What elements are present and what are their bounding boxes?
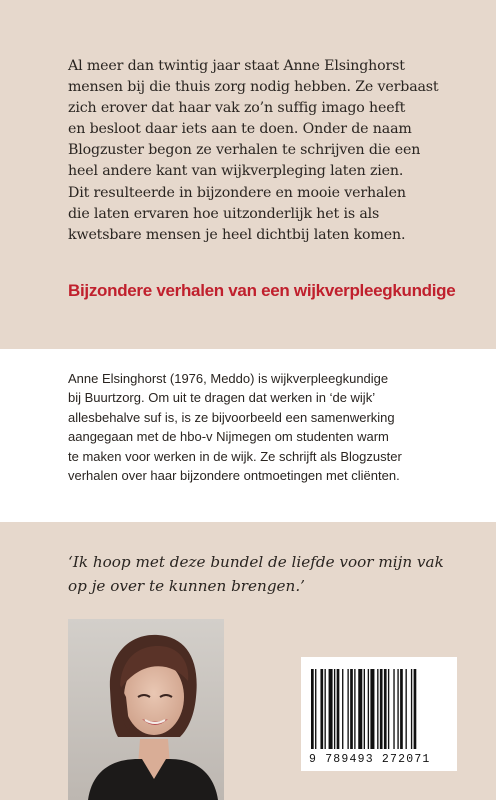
barcode-bar: [311, 669, 314, 749]
barcode-bar: [334, 669, 335, 749]
author-quote: [68, 550, 468, 598]
barcode-bar: [411, 669, 412, 749]
barcode-bar: [377, 669, 378, 749]
bio-line: verhalen over haar bijzondere ontmoetingen met cliënten.: [68, 468, 400, 484]
barcode-bar: [380, 669, 383, 749]
barcode-bar: [347, 669, 348, 749]
barcode-bar: [315, 669, 316, 749]
bio-line: allesbehalve suf is, is ze bijvoorbeeld een samenwerking: [68, 409, 395, 425]
blurb-line: heel andere kant van wijkverpleging laten zien.: [68, 163, 404, 180]
barcode-bar: [370, 669, 374, 749]
barcode-bar: [358, 669, 362, 749]
barcode-bar: [393, 669, 394, 749]
barcode-bar: [350, 669, 353, 749]
barcode-bar: [368, 669, 369, 749]
blurb-line: mensen bij die thuis zorg nodig hebben. Ze verbaast: [68, 79, 439, 96]
barcode-bar: [342, 669, 343, 749]
author-photo: [68, 619, 224, 800]
author-portrait-image: [68, 619, 224, 800]
isbn-number: 9 789493 272071: [309, 753, 431, 766]
bio-line: Anne Elsinghorst (1976, Meddo) is wijkverpleegkundige: [68, 371, 389, 386]
barcode-bars: [301, 657, 457, 753]
barcode-bar: [400, 669, 403, 749]
barcode-bar: [354, 669, 355, 749]
blurb-line: die laten ervaren hoe uitzonderlijk het is als: [68, 205, 380, 222]
barcode-bar: [364, 669, 365, 749]
barcode-bar: [388, 669, 389, 749]
blurb-line: Al meer dan twintig jaar staat Anne Elsinghorst: [68, 58, 405, 74]
barcode-bar: [397, 669, 398, 749]
barcode-bar: [337, 669, 340, 749]
barcode-bar: [414, 669, 417, 749]
tagline: Bijzondere verhalen van een wijkverpleegkundige: [68, 281, 456, 300]
author-bio: [68, 369, 478, 485]
barcode-bar: [406, 669, 407, 749]
bio-line: bij Buurtzorg. Om uit te dragen dat werken in ‘de wijk’: [68, 390, 376, 406]
blurb-text: [68, 56, 468, 246]
blurb-line: en besloot daar iets aan te doen. Onder de naam: [68, 121, 412, 138]
quote-line: op je over te kunnen brengen.’: [68, 577, 305, 595]
bio-line: aangegaan met de hbo-v Nijmegen om studenten warm: [68, 429, 389, 445]
bio-line: te maken voor werken in de wijk. Ze schrijft als Blogzuster: [68, 448, 402, 464]
blurb-line: zich erover dat haar vak zo’n suffig imago heeft: [68, 100, 406, 117]
blurb-line: kwetsbare mensen je heel dichtbij laten komen.: [68, 226, 406, 243]
barcode-bar: [329, 669, 333, 749]
isbn-barcode: [301, 657, 457, 771]
blurb-line: Dit resulteerde in bijzondere en mooie verhalen: [68, 184, 406, 201]
quote-line: ‘Ik hoop met deze bundel de liefde voor mijn vak: [68, 553, 444, 571]
barcode-bar: [325, 669, 326, 749]
barcode-bar: [384, 669, 387, 749]
barcode-bar: [320, 669, 323, 749]
blurb-line: Blogzuster begon ze verhalen te schrijven die een: [68, 142, 421, 159]
